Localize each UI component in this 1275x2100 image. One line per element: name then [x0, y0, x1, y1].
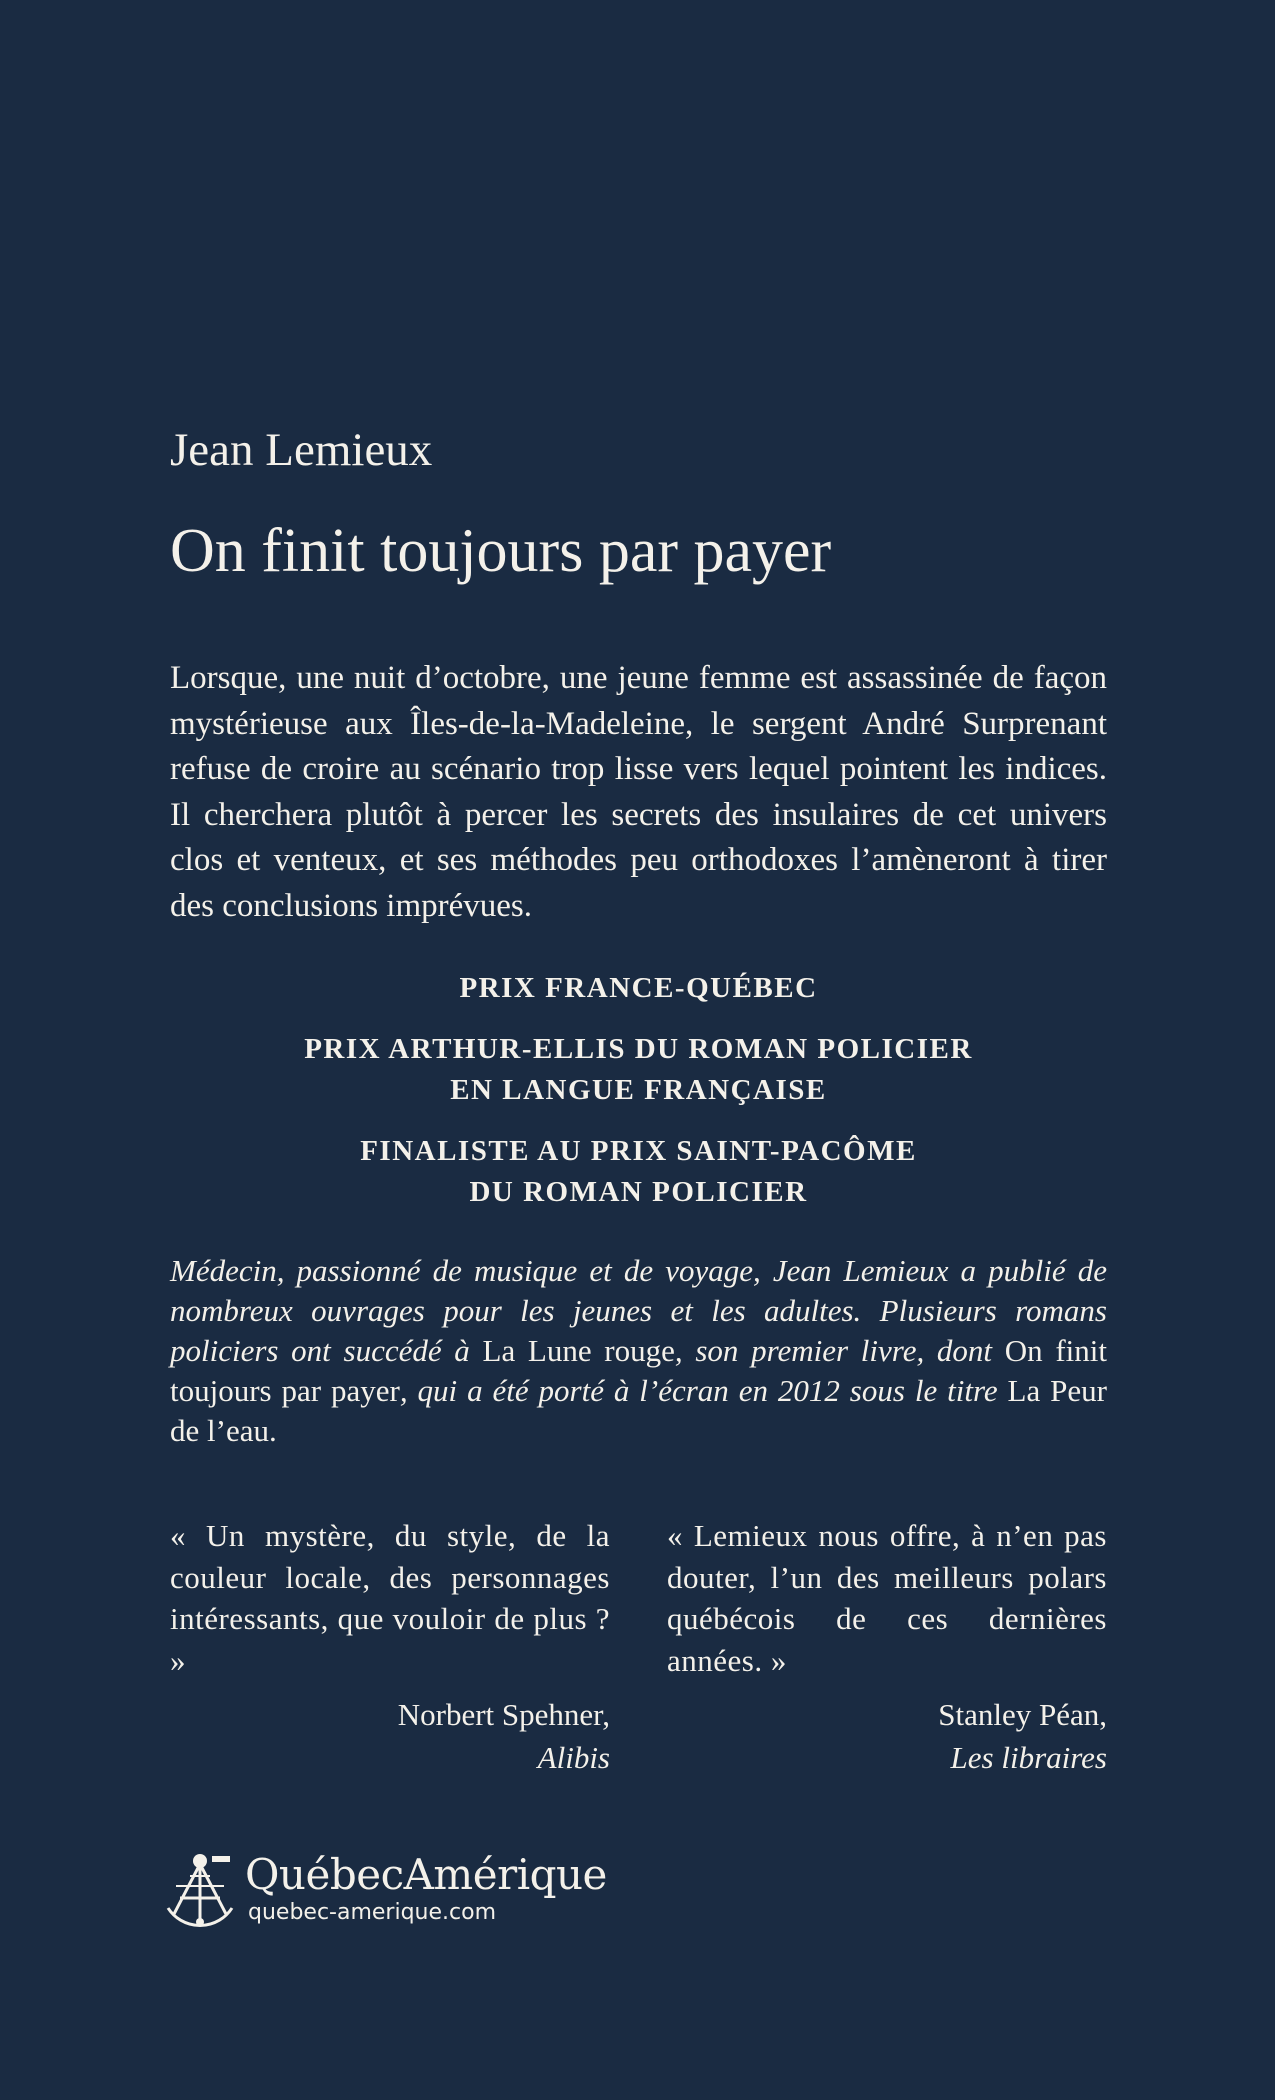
- prize-item: [170, 968, 1107, 1009]
- quote-source: Les libraires: [950, 1740, 1107, 1775]
- publisher-logo: [160, 1850, 607, 1930]
- prize-item: [170, 1131, 1107, 1213]
- prize-line: FINALISTE AU PRIX SAINT-PACÔME: [360, 1135, 917, 1167]
- quote-source: Alibis: [537, 1740, 610, 1775]
- prize-line: EN LANGUE FRANÇAISE: [450, 1074, 827, 1106]
- publisher-url: quebec-amerique.com: [248, 1900, 497, 1925]
- prize-list: [170, 968, 1107, 1233]
- quote-text: « Lemieux nous offre, à n’en pas douter, l’un des meilleurs polars québécois de ces dernières années. »: [667, 1518, 1107, 1678]
- quote-author: Stanley Péan,: [938, 1697, 1107, 1732]
- prize-item: [170, 1029, 1107, 1111]
- bio-text: , qui a été porté à l’écran en 2012 sous le titre: [399, 1373, 1008, 1408]
- bio-book-title: La Peur de l’eau: [170, 1373, 1107, 1448]
- bio-text: Médecin, passionné de musique et de voyage, Jean Lemieux a publié de nombreux ouvrages pour les jeunes et les adultes. Plusieurs romans policiers ont succédé à: [170, 1253, 1107, 1368]
- bio-text: , son premier livre, dont: [674, 1333, 1005, 1368]
- synopsis: Lorsque, une nuit d’octobre, une jeune femme est assassinée de façon mystérieuse aux Îles-de-la-Madeleine, le sergent André Surprenant refuse de croire au scénario trop lisse vers lequel pointent les indices. Il cherchera plutôt à percer les secrets des insulaires de cet univers clos et venteux, et ses méthodes peu orthodoxes l’amèneront à tirer des conclusions imprévues.: [170, 660, 1107, 924]
- quote-attribution: [667, 1693, 1107, 1779]
- publisher-name: QuébecAmérique: [245, 1850, 607, 1899]
- review-quote: [170, 1515, 610, 1779]
- book-title: On finit toujours par payer: [170, 517, 832, 585]
- review-quote: [667, 1515, 1107, 1779]
- bio-book-title: On finit toujours par payer: [170, 1333, 1107, 1408]
- quote-author: Norbert Spehner,: [397, 1697, 610, 1732]
- prize-line: DU ROMAN POLICIER: [469, 1176, 808, 1208]
- bio-text: .: [268, 1413, 277, 1448]
- quote-attribution: [170, 1693, 610, 1779]
- sextant-icon: [160, 1850, 240, 1930]
- prize-line: PRIX FRANCE-QUÉBEC: [459, 972, 818, 1004]
- prize-line: PRIX ARTHUR-ELLIS DU ROMAN POLICIER: [304, 1033, 973, 1065]
- bio-book-title: La Lune rouge: [482, 1333, 675, 1368]
- quote-text: « Un mystère, du style, de la couleur locale, des personnages intéressants, que vouloir de plus ? »: [170, 1518, 610, 1678]
- author-name: Jean Lemieux: [170, 424, 433, 476]
- author-bio: [170, 1251, 1107, 1451]
